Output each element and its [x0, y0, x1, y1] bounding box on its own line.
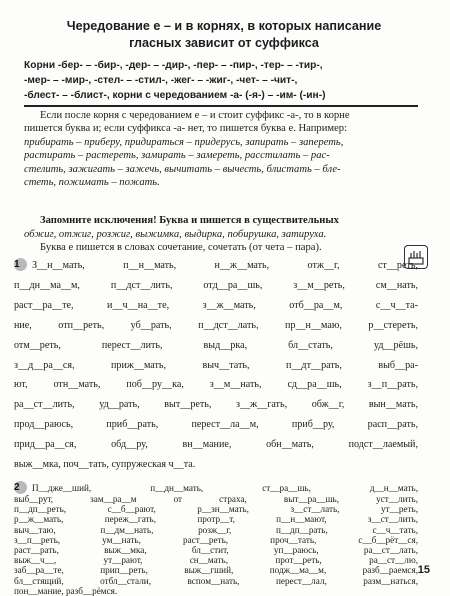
- exceptions-note: [24, 214, 424, 255]
- exercise-line: [14, 481, 418, 494]
- exercise-line: ра__ст__лить, уд__рать, выт__реть, з__ж__гать, обж__г, вын__мать,: [14, 399, 418, 411]
- roots-rule-line: Корни -бер- – -бир-, -дер- – -дир-, -пер- – -пир-, -тер- – -тир-,: [24, 60, 323, 71]
- roots-rule: [24, 58, 424, 103]
- explanation-line: прибирать – приберу, придираться – придерусь, запирать – запереть,: [24, 136, 344, 148]
- exercise-line: выж__ч__, ут__рают, сн__мать, прот__реть, ра__ст__лю,: [14, 555, 418, 566]
- exercise-line: раст__ра__те, и__ч__на__те, з__ж__мать, отб__ра__м, с__ч__та-: [14, 299, 418, 311]
- exercise-line: з__п__реть, ум__нать, раст__реть, проч__тать, с__б__рёт__ся,: [14, 534, 418, 545]
- exercise-line: раст__рать, выж__мка, бл__стит, уп__раюсь, ра__ст__лать,: [14, 545, 418, 556]
- exercise-line: з__д__ра__ся, приж__мать, выч__тать, п__дт__рать, выб__ра-: [14, 359, 418, 371]
- section-title-line-2: гласных зависит от суффикса: [129, 36, 319, 50]
- exercise-line: ние, отп__реть, уб__рать, п__дст__лать, пр__н__маю, р__стереть,: [14, 319, 418, 331]
- exercise-text: З__н__мать, п__н__мать, н__ж__мать, отж__г, ст__реть,: [32, 260, 418, 271]
- exercise-number: 2: [14, 481, 27, 494]
- exercise-line: прид__ра__ся, обд__ру, вн__мание, обн__мать, подст__лаемый,: [14, 439, 418, 451]
- roots-rule-line: -мер- – -мир-, -стел- – -стил-, -жег- – -жиг-, -чет- – -чит-,: [24, 75, 298, 86]
- exercise-1: [14, 256, 418, 475]
- exercise-line: ют, отн__мать, поб__ру__ка, з__м__нать, сд__ра__шь, з__п__рать,: [14, 379, 418, 391]
- exceptions-line: Буква е пишется в словах сочетание, сочетать (от чета – пара).: [40, 242, 322, 254]
- exercise-line: п__дп__реть, с__б__рают, р__зн__мать, з__ст__лать, ут__реть,: [14, 504, 418, 515]
- exercise-2: [14, 481, 418, 596]
- exercise-line: р__ж__мать, переж__гать, протр__т, п__н__мают, з__ст__лить,: [14, 514, 418, 525]
- exceptions-line: Запомните исключения! Буква и пишется в существительных: [40, 215, 339, 226]
- exercise-text: П__дже__ший, п__дн__мать, ст__ра__шь, д__н__мать,: [32, 483, 418, 493]
- exercise-line: выж__мка, поч__тать, супружеская ч__та.: [14, 459, 196, 471]
- exercise-line: бл__стящий, отбл__стали, вспом__нать, перест__лал, разм__наться,: [14, 575, 418, 586]
- exercise-line: [14, 256, 418, 276]
- exercise-line: п__дн__ма__м, п__дст__лить, отд__ра__шь, з__м__реть, см__нать,: [14, 279, 418, 291]
- explanation-paragraph: [24, 109, 424, 189]
- section-title: [24, 18, 424, 52]
- exercise-line: отм__реть, перест__лить, выд__рка, бл__стать, уд__рёшь,: [14, 339, 418, 351]
- exercise-line: выб__рут, зам__ра__м от страха, выт__ра__шь, уст__лить,: [14, 494, 418, 504]
- exercise-line: выч__таю, п__дм__нать, розж__г, п__дп__рать, с__ч__тать,: [14, 524, 418, 535]
- exercise-line: пон__мание, разб__рёмся.: [14, 585, 118, 596]
- explanation-line: пишется буква и; если суффикса -а- нет, то пишется буква е. Например:: [24, 123, 348, 135]
- explanation-line: растирать – растереть, замирать – замереть, расстилать – рас-: [24, 150, 330, 162]
- exercise-line: заб__ра__те, прип__реть, выж__гший, подж__ма__м, разб__раемся,: [14, 565, 418, 576]
- exceptions-line: обжиг, отжиг, розжиг, выжимка, выдирка, побирушка, затируха.: [24, 228, 327, 240]
- divider: [24, 105, 418, 107]
- explanation-line: стеть, пожимать – пожать.: [24, 177, 160, 189]
- section-title-line-1: Чередование е – и в корнях, в которых написание: [66, 19, 382, 33]
- explanation-line: стелить, зажигать – зажечь, вычитать – вычесть, блистать – бле-: [24, 163, 341, 175]
- roots-rule-line: -блест- – -блист-, корни с чередованием -а- (-я-) – -им- (-ин-): [24, 90, 326, 101]
- exercise-line: прод__раюсь, приб__рать, перест__ла__м, приб__ру, расп__рать,: [14, 419, 418, 431]
- exercise-number: 1: [14, 258, 27, 271]
- page-number: 15: [417, 564, 430, 576]
- explanation-line: Если после корня с чередованием е – и стоит суффикс -а-, то в корне: [40, 110, 350, 121]
